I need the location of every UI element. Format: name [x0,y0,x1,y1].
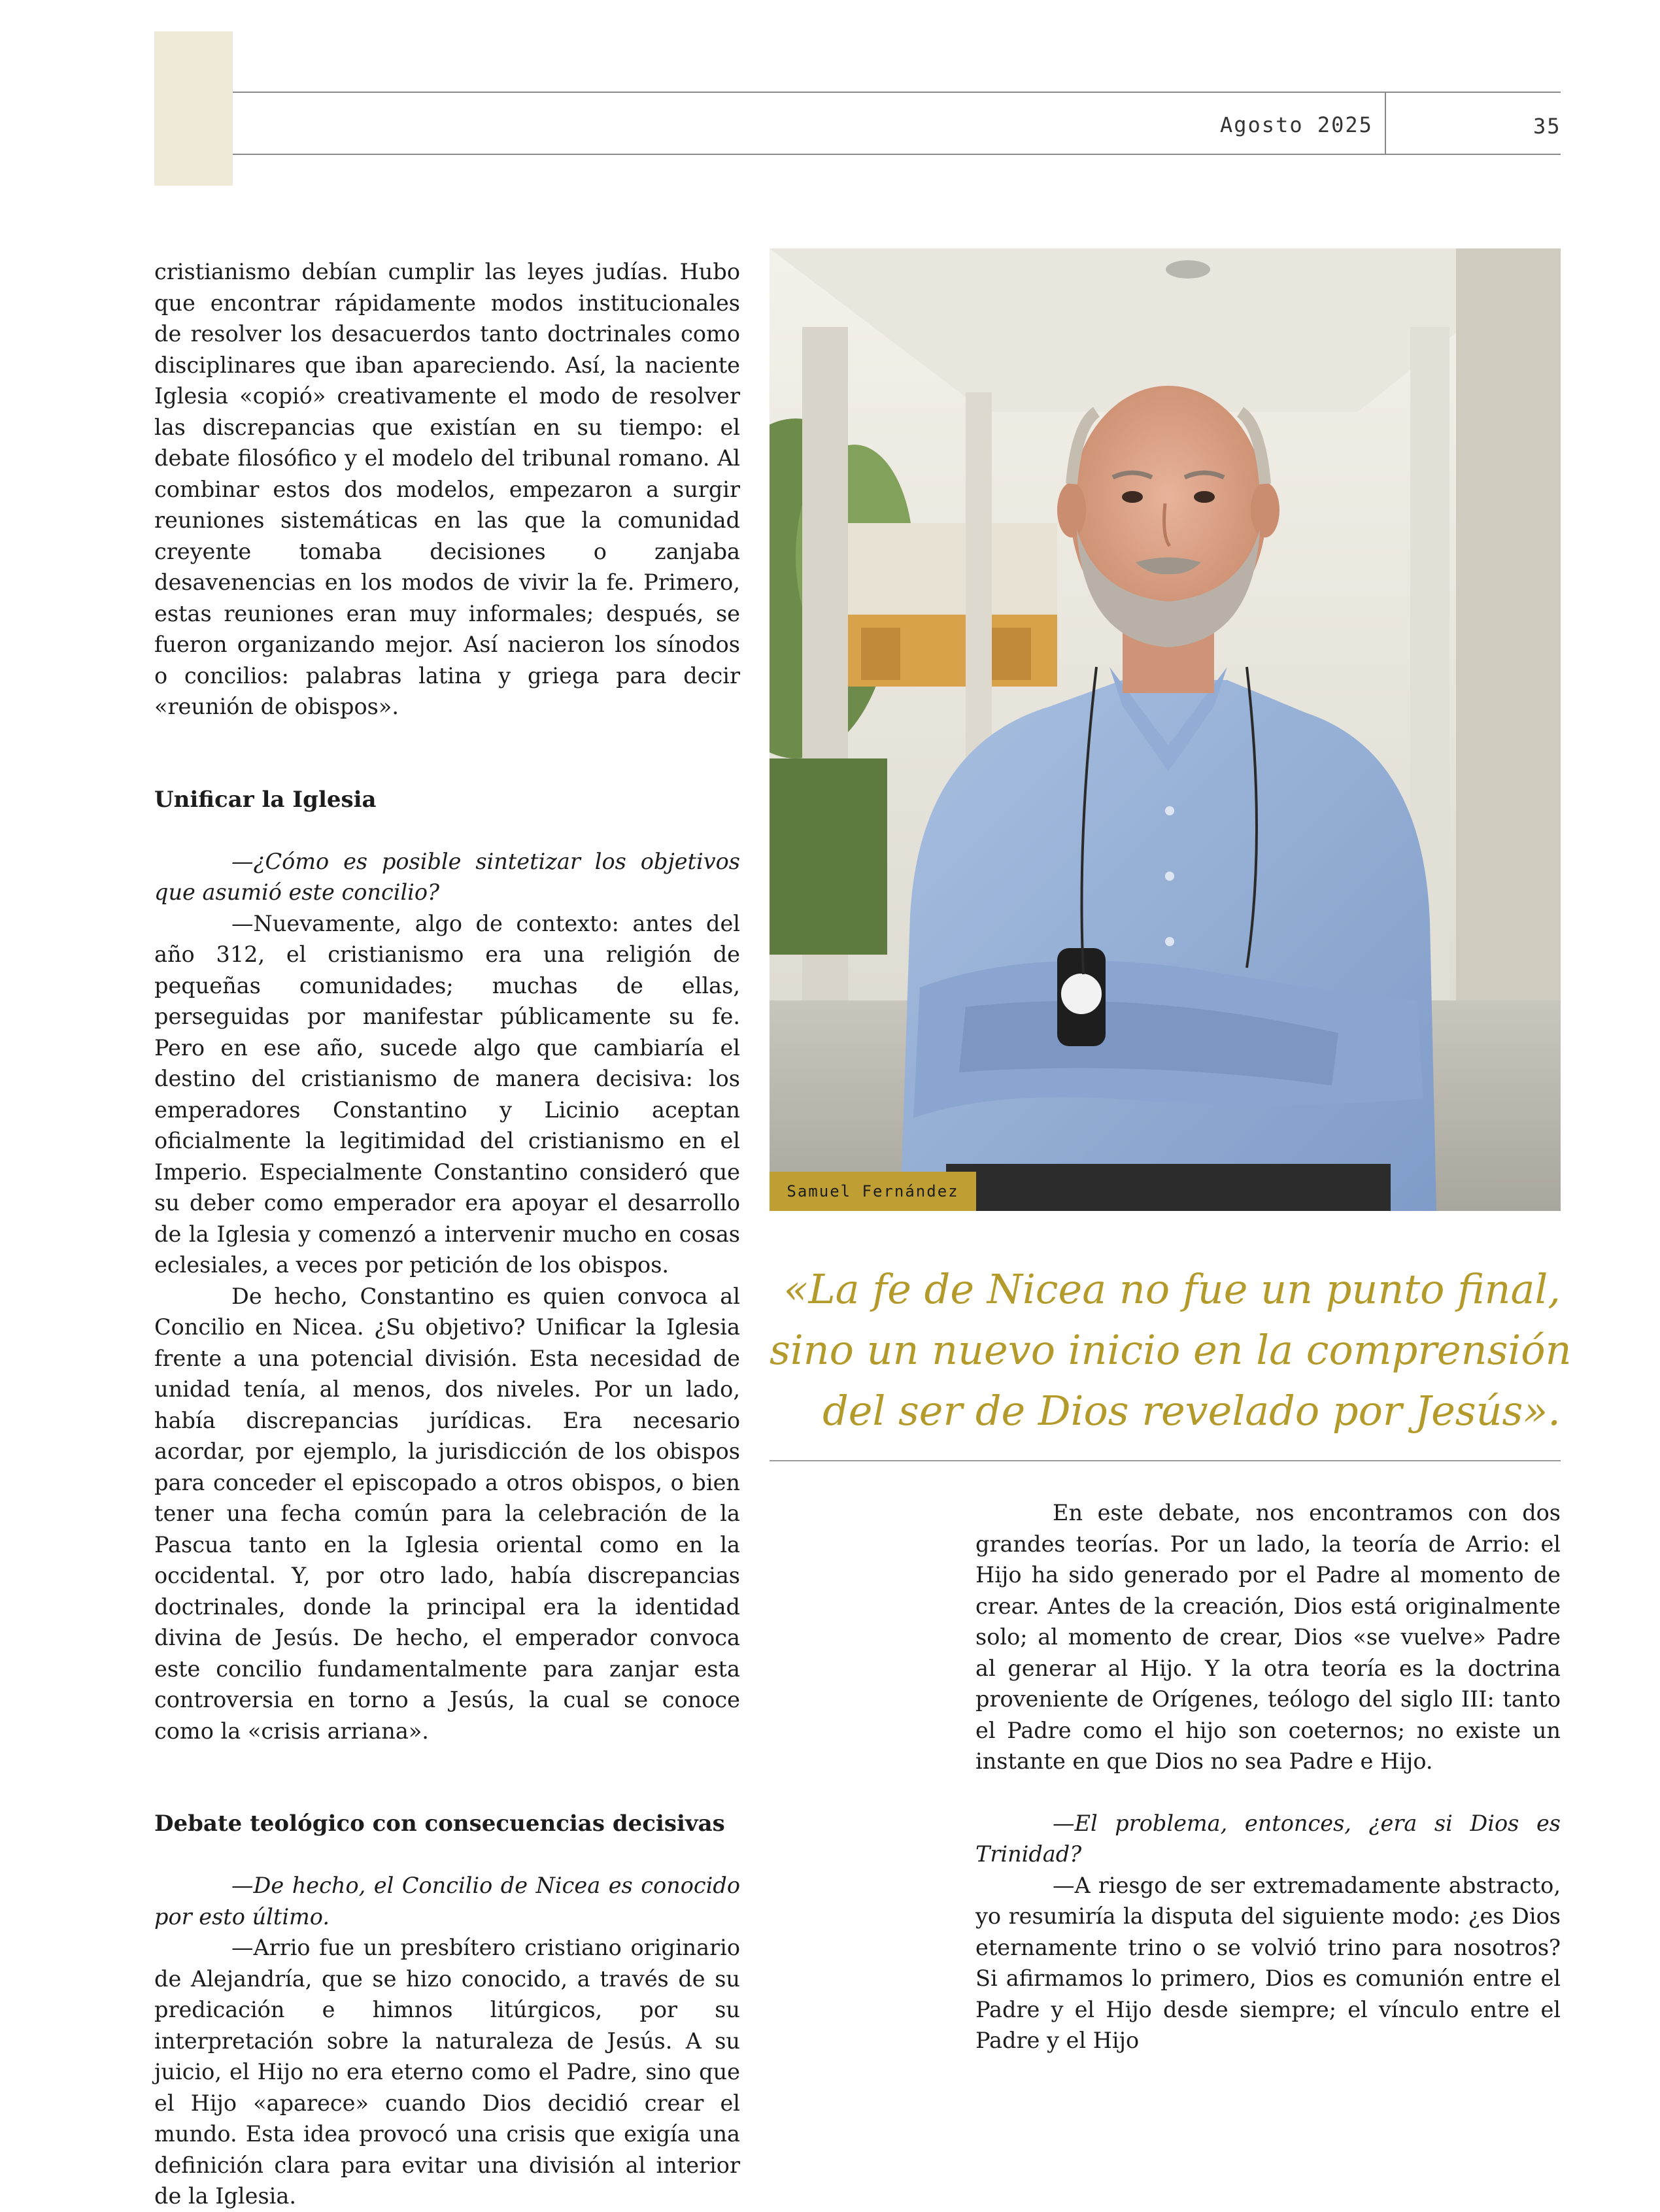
photo-caption: Samuel Fernández [770,1172,976,1211]
pull-quote-rule [770,1460,1561,1461]
interview-answer: De hecho, Constantino es quien convoca al Concilio en Nicea. ¿Su objetivo? Unificar la Iglesia frente a una potencial división. Esta necesidad de unidad tenía, al menos, dos niveles. Por un lado, había discrepancias jurídicas. Era necesario acordar, por ejemplo, la jurisdicción de los obispos para conceder el episcopado a otros obispos, o bien tener una fecha común para la celebración de la Pascua tanto en la Iglesia oriental como en la occidental. Y, por otro lado, había discrepancias doctrinales, donde la principal era la identidad divina de Jesús. De hecho, el emperador convoca este concilio fundamentalmente para zanjar esta controversia en torno a Jesús, la cual se conoce como la «crisis arriana». [154,1283,740,1744]
header-bottom-rule [233,154,1561,155]
right-column [975,1497,1561,2056]
issue-date: Agosto 2025 [1220,112,1373,137]
page-number: 35 [1533,114,1561,139]
interview-answer: —A riesgo de ser extremadamente abstracto, yo resumiría la disputa del siguiente modo: ¿es Dios eternamente trino o se volvió trino para nosotros? Si afirmamos lo primero, Dios es comunión entre el Padre y el Hijo desde siempre; el vínculo entre el Padre y el Hijo [975,1872,1561,2053]
pull-quote-line: del ser de Dios revelado por Jesús». [822,1387,1561,1435]
section-heading: Debate teológico con consecuencias decisivas [154,1811,725,1837]
left-column [154,256,740,2212]
header-divider [1385,92,1386,155]
interview-question: —El problema, entonces, ¿era si Dios es Trinidad? [975,1810,1561,1867]
portrait-photo [770,248,1561,1211]
pull-quote-line: «La fe de Nicea no fue un punto final, [783,1265,1561,1313]
pull-quote [770,1259,1572,1441]
intro-paragraph: cristianismo debían cumplir las leyes judías. Hubo que encontrar rápidamente modos institucionales de resolver los desacuerdos tanto doctrinales como disciplinares que iban apareciendo. Así, la naciente Iglesia «copió» creativamente el modo de resolver las discrepancias que existían en su tiempo: el debate filosófico y el modelo del tribunal romano. Al combinar estos dos modelos, empezaron a surgir reuniones sistemáticas en las que la comunidad creyente tomaba decisiones o zanjaba desavenencias en los modos de vivir la fe. Primero, estas reuniones eran muy informales; después, se fueron organizando mejor. Así nacieron los sínodos o concilios: palabras latina y griega para decir «reunión de obispos». [154,259,740,719]
interview-answer: —Nuevamente, algo de contexto: antes del año 312, el cristianismo era una religión de pequeñas comunidades; muchas de ellas, perseguidas por manifestar públicamente su fe. Pero en ese año, sucede algo que cambiaría el destino del cristianismo de manera decisiva: los emperadores Constantino y Licinio aceptan oficialmente la legitimidad del cristianismo en el Imperio. Especialmente Constantino consideró que su deber como emperador era apoyar el desarrollo de la Iglesia y comenzó a intervenir mucho en cosas eclesiales, a veces por petición de los obispos. [154,910,740,1278]
interview-answer: —Arrio fue un presbítero cristiano originario de Alejandría, que se hizo conocido, a través de su predicación e himnos litúrgicos, por su interpretación sobre la naturaleza de Jesús. A su juicio, el Hijo no era eterno como el Padre, sino que el Hijo «aparece» cuando Dios decidió crear el mundo. Esta idea provocó una crisis que exigía una definición clara para evitar una división al interior de la Iglesia. [154,1935,740,2209]
interview-question: —De hecho, el Concilio de Nicea es conocido por esto último. [154,1873,740,1930]
pull-quote-line: sino un nuevo inicio en la comprensión [770,1326,1572,1374]
body-paragraph: En este debate, nos encontramos con dos grandes teorías. Por un lado, la teoría de Arrio: el Hijo ha sido generado por el Padre al momento de crear. Antes de la creación, Dios está originalmente solo; al momento de crear, Dios «se vuelve» Padre al generar al Hijo. Y la otra teoría es la doctrina proveniente de Orígenes, teólogo del siglo III: tanto el Padre como el hijo son coeternos; no existe un instante en que Dios no sea Padre e Hijo. [975,1500,1561,1774]
interview-question: —¿Cómo es posible sintetizar los objetivos que asumió este concilio? [154,848,740,905]
header-top-rule [233,92,1561,93]
page-corner-tab [154,31,233,186]
portrait-illustration [770,248,1561,1211]
section-heading: Unificar la Iglesia [154,786,377,813]
